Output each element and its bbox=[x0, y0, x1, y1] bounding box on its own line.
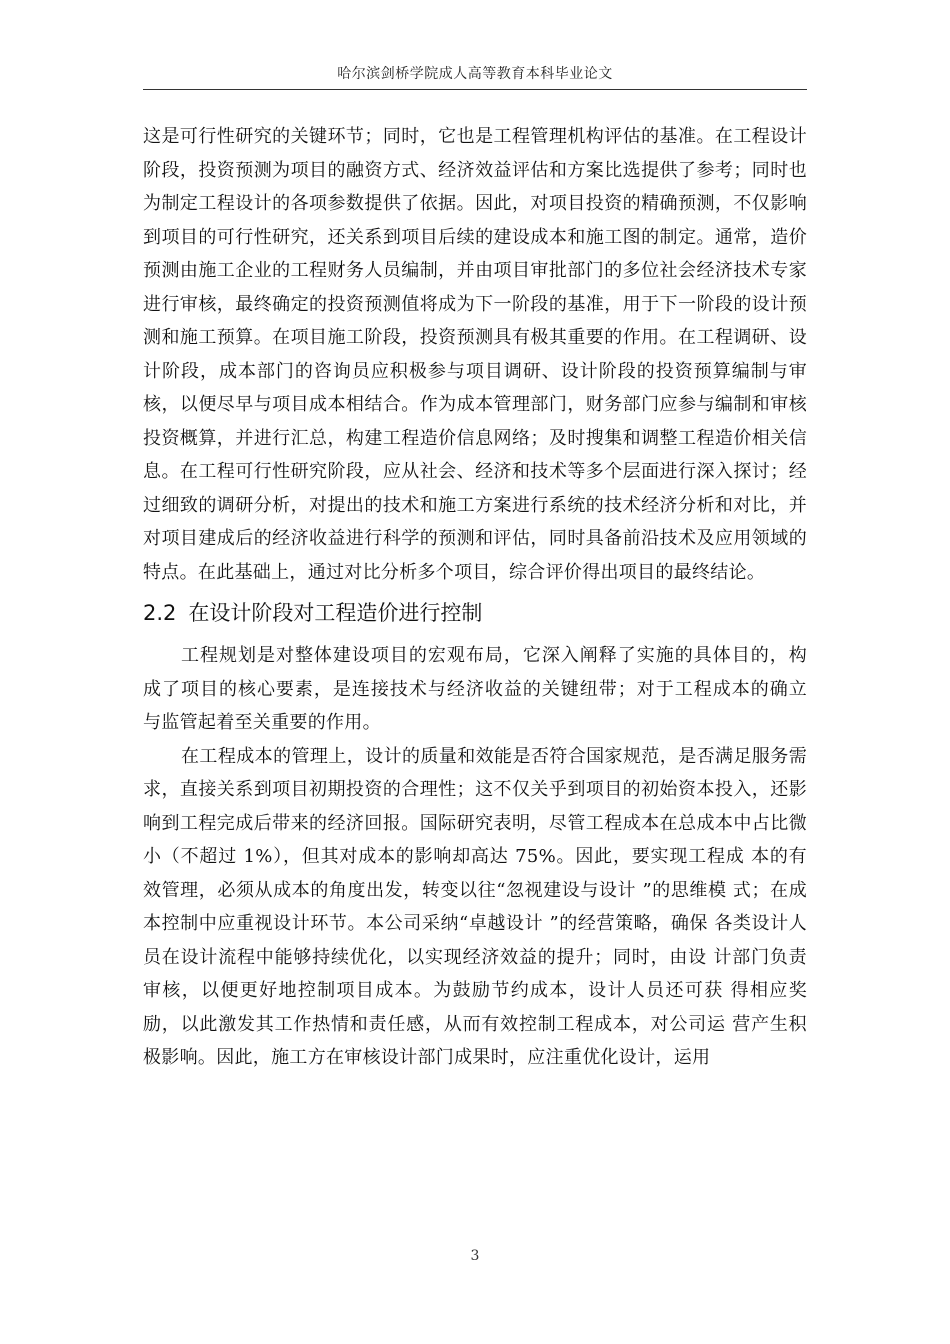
page-number: 3 bbox=[470, 1248, 480, 1264]
body-paragraph-2: 工程规划是对整体建设项目的宏观布局，它深入阐释了实施的具体目的，构 成了项目的核心要素，是连接技术与经济收益的关键纽带；对于工程成本的确立 与监管起着至关重要的作用。 bbox=[143, 645, 807, 733]
section-heading bbox=[143, 597, 807, 629]
document-body bbox=[143, 120, 807, 1075]
page-header-title: 哈尔滨剑桥学院成人高等教育本科毕业论文 bbox=[337, 66, 613, 82]
body-paragraph-3: 在工程成本的管理上，设计的质量和效能是否符合国家规范，是否满足服务需求，直接关系到项目初期投资的合理性；这不仅关乎到项目的初始资本投入，还影响到工程完成后带来的经济回报。国际研究表明，尽管工程成本在总成本中占比微小（不超过 1%），但其对成本的影响却高达 75%。因此，要实现工程成 本的有效管理，必须从成本的角度出发，转变以往“忽视建设与设计 ”的思维模 式；在成本控制中应重视设计环节。本公司采纳“卓越设计 ”的经营策略，确保 各类设计人员在设计流程中能够持续优化，以实现经济效益的提升；同时，由设 计部门负责审核，以便更好地控制项目成本。为鼓励节约成本，设计人员还可获 得相应奖励，以此激发其工作热情和责任感，从而有效控制工程成本，对公司运 营产生积极影响。因此，施工方在审核设计部门成果时，应注重优化设计，运用 bbox=[143, 745, 807, 1068]
header-divider bbox=[143, 89, 807, 90]
section-title-text: 在设计阶段对工程造价进行控制 bbox=[188, 601, 483, 625]
body-paragraph-1: 这是可行性研究的关键环节；同时，它也是工程管理机构评估的基准。在工程设计阶段，投资预测为项目的融资方式、经济效益评估和方案比选提供了参考；同时也为制定工程设计的各项参数提供了依据。因此，对项目投资的精确预测，不仅影响到项目的可行性研究，还关系到项目后续的建设成本和施工图的制定。通常，造价预测由施工企业的工程财务人员编制，并由项目审批部门的多位社会经济技术专家进行审核，最终确定的投资预测值将成为下一阶段的基准，用于下一阶段的设计预测和施工预算。在项目施工阶段，投资预测具有极其重要的作用。在工程调研、设计阶段，成本部门的咨询员应积极参与项目调研、设计阶段的投资预算编制与审核，以便尽早与项目成本相结合。作为成本管理部门，财务部门应参与编制和审核投资概算，并进行汇总，构建工程造价信息网络；及时搜集和调整工程造价相关信息。在工程可行性研究阶段，应从社会、经济和技术等多个层面进行深入探讨；经过细致的调研分析，对提出的技术和施工方案进行系统的技术经济分析和对比，并对项目建成后的经济收益进行科学的预测和评估，同时具备前沿技术及应用领域的特点。在此基础上，通过对比分析多个项目，综合评价得出项目的最终结论。 bbox=[143, 126, 807, 583]
section-number: 2.2 bbox=[143, 601, 177, 625]
